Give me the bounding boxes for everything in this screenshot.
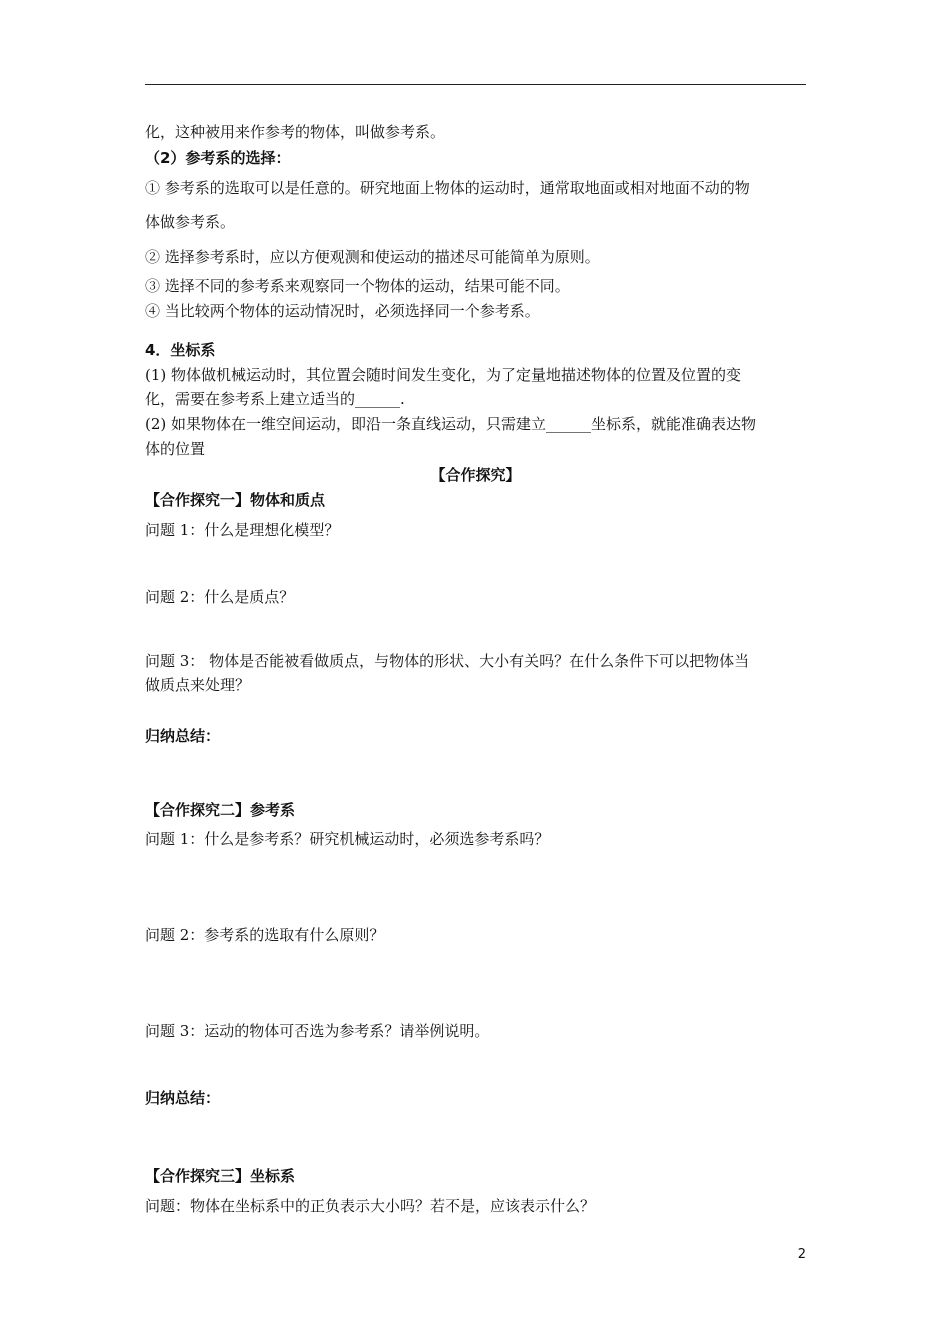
summary-heading: 归纳总结：	[145, 1089, 221, 1107]
text-line: ④ 当比较两个物体的运动情况时，必须选择同一个参考系。	[145, 302, 540, 320]
inquiry-heading: 【合作探究一】物体和质点	[145, 491, 326, 509]
header-rule	[145, 84, 806, 85]
text-line: ③ 选择不同的参考系来观察同一个物体的运动，结果可能不同。	[145, 277, 570, 295]
section-title: 【合作探究】	[430, 466, 521, 484]
text-line: 化，需要在参考系上建立适当的______.	[145, 390, 405, 408]
question: 问题 3：运动的物体可否选为参考系？请举例说明。	[145, 1022, 490, 1040]
subsection-heading: （2）参考系的选择：	[145, 149, 291, 167]
question: 问题 3： 物体是否能被看做质点，与物体的形状、大小有关吗？在什么条件下可以把物体当	[145, 652, 750, 670]
text-line: ① 参考系的选取可以是任意的。研究地面上物体的运动时，通常取地面或相对地面不动的物	[145, 179, 750, 197]
question: 问题 2：参考系的选取有什么原则？	[145, 926, 385, 944]
inquiry-heading: 【合作探究三】坐标系	[145, 1167, 296, 1185]
text-line: (1) 物体做机械运动时，其位置会随时间发生变化，为了定量地描述物体的位置及位置的变	[145, 366, 742, 384]
page-number: 2	[797, 1247, 806, 1262]
inquiry-heading: 【合作探究二】参考系	[145, 801, 296, 819]
question: 问题：物体在坐标系中的正负表示大小吗？若不是，应该表示什么？	[145, 1197, 596, 1215]
section-heading: 4．坐标系	[145, 341, 216, 359]
text-line: 体的位置	[145, 440, 206, 458]
question: 问题 1：什么是理想化模型？	[145, 521, 340, 539]
text-line: ② 选择参考系时，应以方便观测和使运动的描述尽可能简单为原则。	[145, 248, 600, 266]
summary-heading: 归纳总结：	[145, 727, 221, 745]
question: 问题 1：什么是参考系？研究机械运动时，必须选参考系吗？	[145, 830, 550, 848]
text-line: (2) 如果物体在一维空间运动，即沿一条直线运动，只需建立______坐标系，就能准确表达物	[145, 415, 757, 433]
text-line: 体做参考系。	[145, 213, 236, 231]
question: 问题 2：什么是质点？	[145, 588, 295, 606]
question: 做质点来处理？	[145, 676, 251, 694]
text-line: 化，这种被用来作参考的物体，叫做参考系。	[145, 123, 446, 141]
